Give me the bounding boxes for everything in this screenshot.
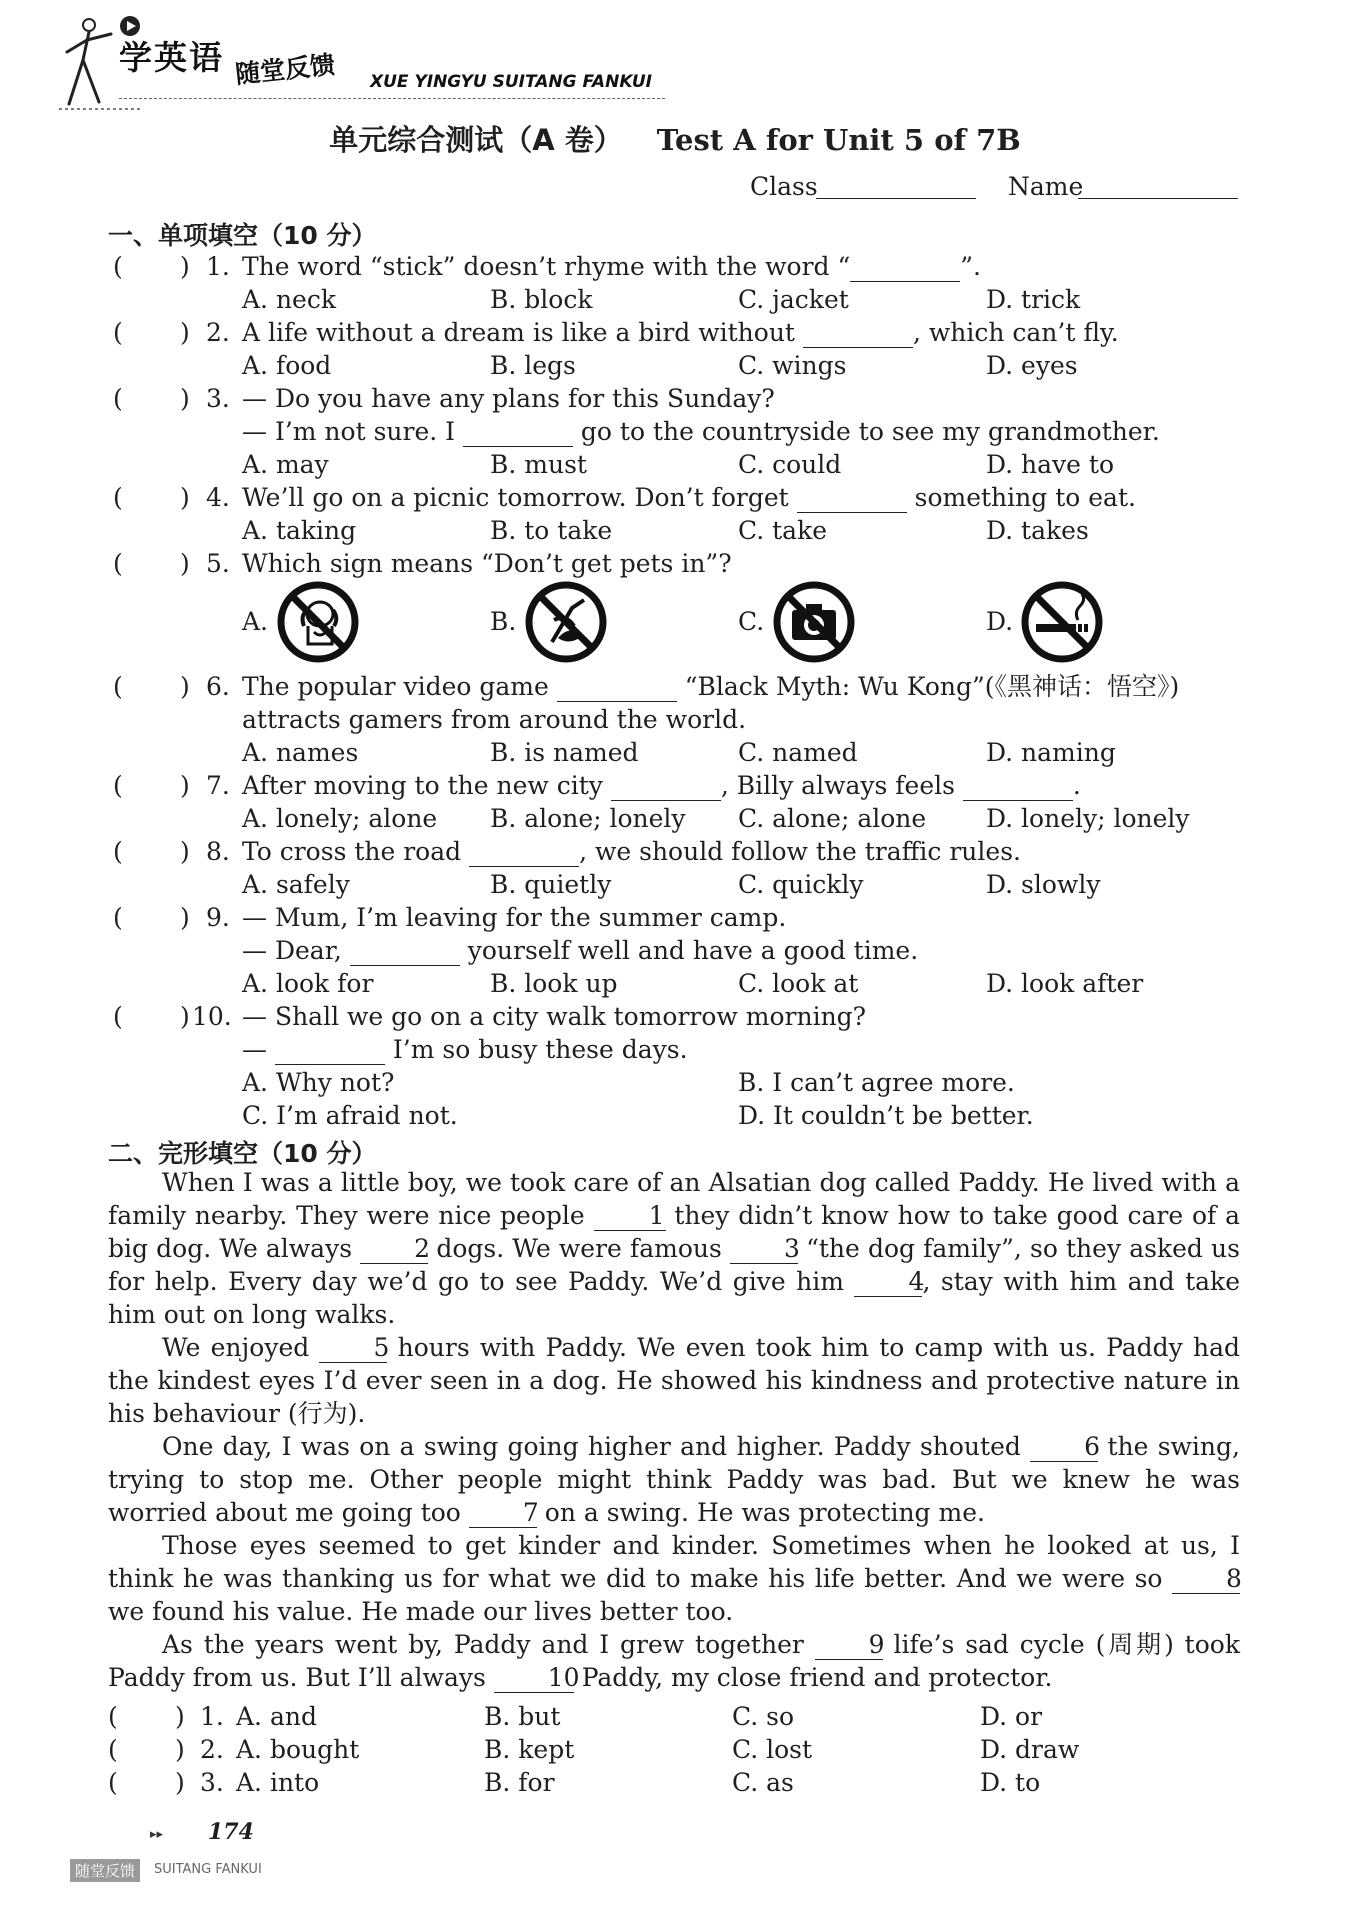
option-a: A. and: [236, 1702, 317, 1731]
option-d: D. trick: [986, 285, 1081, 314]
option-d: D. slowly: [986, 870, 1101, 899]
option-c: C. wings: [738, 351, 847, 380]
no-camera-sign-icon: [772, 580, 856, 664]
option-d: D.: [986, 607, 1014, 636]
option-b: B. must: [490, 450, 587, 479]
answer-blank[interactable]: [797, 484, 907, 513]
answer-blank[interactable]: [850, 253, 960, 282]
option-a: A. food: [242, 351, 332, 380]
no-smoking-sign-icon: [1020, 580, 1104, 664]
option-b: B. but: [484, 1702, 561, 1731]
option-b: B. kept: [484, 1735, 575, 1764]
option-d: D. look after: [986, 969, 1144, 998]
option-c: C. look at: [738, 969, 859, 998]
no-dogs-sign-icon: [276, 580, 360, 664]
option-d: D. takes: [986, 516, 1089, 545]
passage-paragraph-1: When I was a little boy, we took care of an Alsatian dog called Paddy. He lived with a family nearby. They were nice people 1 they didn’t know how to take good care of a big dog. We always 2 dogs. We were famous 3 “the dog family”, so they asked us for help. Every day we’d go to see Paddy. We’d give him 4, stay with him and take him out on long walks.: [108, 1168, 1240, 1329]
option-d: D. eyes: [986, 351, 1078, 380]
option-c: C. take: [738, 516, 828, 545]
option-c: C.: [738, 607, 765, 636]
passage-paragraph-2: We enjoyed 5 hours with Paddy. We even took him to camp with us. Paddy had the kindest eyes I’d ever seen in a dog. He showed his kindness and protective nature in his behaviour (行为).: [108, 1333, 1240, 1428]
option-d: D. or: [980, 1702, 1043, 1731]
option-c: C. as: [732, 1768, 794, 1797]
option-d: D. naming: [986, 738, 1116, 767]
option-a: A. into: [236, 1768, 320, 1797]
logo-pinyin: XUE YINGYU SUITANG FANKUI: [370, 72, 653, 92]
title-en: Test A for Unit 5 of 7B: [656, 123, 1021, 157]
name-label: Name: [1008, 172, 1084, 201]
page-number: 174: [208, 1819, 254, 1845]
option-a: A. Why not?: [242, 1068, 395, 1097]
header-logo: [55, 12, 665, 112]
option-c: C. so: [732, 1702, 795, 1731]
class-field[interactable]: [816, 170, 976, 199]
option-b: B. for: [484, 1768, 555, 1797]
class-label: Class: [750, 172, 818, 201]
option-b: B. look up: [490, 969, 618, 998]
logo-subtitle: 随堂反馈: [233, 49, 337, 90]
page-arrow-icon: ▸▸: [150, 1827, 164, 1842]
option-a: A. taking: [242, 516, 357, 545]
title-cn: 单元综合测试（A 卷）: [329, 123, 623, 157]
option-b: B. I can’t agree more.: [738, 1068, 1015, 1097]
passage-paragraph-5: As the years went by, Paddy and I grew together 9 life’s sad cycle (周期) took Paddy from us. But I’ll always 10 Paddy, my close friend and protector.: [108, 1630, 1240, 1692]
option-d: D. draw: [980, 1735, 1080, 1764]
answer-blank[interactable]: [557, 673, 677, 702]
logo-underline: [119, 98, 665, 99]
answer-blank[interactable]: [611, 772, 721, 801]
cloze-blank-10[interactable]: 10: [494, 1664, 574, 1693]
answer-blank[interactable]: [350, 937, 460, 966]
option-d: D. to: [980, 1768, 1041, 1797]
option-b: B. alone; lonely: [490, 804, 686, 833]
logo-title: 学英语: [119, 38, 224, 77]
answer-blank[interactable]: [963, 772, 1073, 801]
option-b: B. block: [490, 285, 593, 314]
footer: [70, 1815, 470, 1895]
name-field[interactable]: [1078, 170, 1238, 199]
footer-tag-en: SUITANG FANKUI: [154, 1862, 262, 1877]
answer-blank[interactable]: [469, 838, 579, 867]
option-b: B.: [490, 607, 517, 636]
option-c: C. I’m afraid not.: [242, 1101, 458, 1130]
cloze-blank-6[interactable]: 6: [1030, 1433, 1098, 1462]
option-b: B. quietly: [490, 870, 612, 899]
option-a: A. may: [242, 450, 329, 479]
option-a: A. neck: [242, 285, 336, 314]
option-b: B. to take: [490, 516, 613, 545]
option-c: C. jacket: [738, 285, 849, 314]
option-c: C. could: [738, 450, 842, 479]
cloze-blank-2[interactable]: 2: [360, 1235, 428, 1264]
cloze-blank-1[interactable]: 1: [594, 1202, 666, 1231]
page-title: [0, 118, 1350, 159]
option-a: A. lonely; alone: [242, 804, 438, 833]
option-b: B. legs: [490, 351, 576, 380]
option-c: C. named: [738, 738, 858, 767]
option-a: A. safely: [242, 870, 350, 899]
option-b: B. is named: [490, 738, 639, 767]
option-c: C. alone; alone: [738, 804, 927, 833]
option-a: A. names: [242, 738, 359, 767]
option-a: A. look for: [242, 969, 374, 998]
cloze-blank-8[interactable]: 8: [1172, 1565, 1240, 1594]
answer-blank[interactable]: [803, 319, 913, 348]
footer-tag: 随堂反馈: [70, 1859, 140, 1882]
cloze-blank-7[interactable]: 7: [469, 1499, 537, 1528]
cloze-blank-5[interactable]: 5: [319, 1334, 387, 1363]
cloze-blank-9[interactable]: 9: [815, 1631, 883, 1660]
section1-heading: 一、单项填空（10 分）: [108, 221, 377, 250]
option-c: C. quickly: [738, 870, 864, 899]
passage-paragraph-4: Those eyes seemed to get kinder and kinder. Sometimes when he looked at us, I think he was thanking us for what we did to make his life better. And we were so 8 we found his value. He made our lives better too.: [108, 1531, 1242, 1626]
answer-blank[interactable]: [275, 1036, 385, 1065]
cloze-blank-4[interactable]: 4: [854, 1268, 922, 1297]
option-a: A. bought: [236, 1735, 360, 1764]
option-d: D. have to: [986, 450, 1115, 479]
option-d: D. It couldn’t be better.: [738, 1101, 1034, 1130]
cloze-passage: [108, 1166, 1240, 1694]
option-d: D. lonely; lonely: [986, 804, 1190, 833]
answer-blank[interactable]: [463, 418, 573, 447]
option-a: A.: [242, 607, 269, 636]
cloze-blank-3[interactable]: 3: [730, 1235, 798, 1264]
no-fishing-sign-icon: [524, 580, 608, 664]
option-c: C. lost: [732, 1735, 813, 1764]
section2-heading: 二、完形填空（10 分）: [108, 1139, 377, 1168]
passage-paragraph-3: One day, I was on a swing going higher and higher. Paddy shouted 6 the swing, trying to stop me. Other people might think Paddy was bad. But we knew he was worried about me going too 7 on a swing. He was protecting me.: [108, 1432, 1240, 1527]
